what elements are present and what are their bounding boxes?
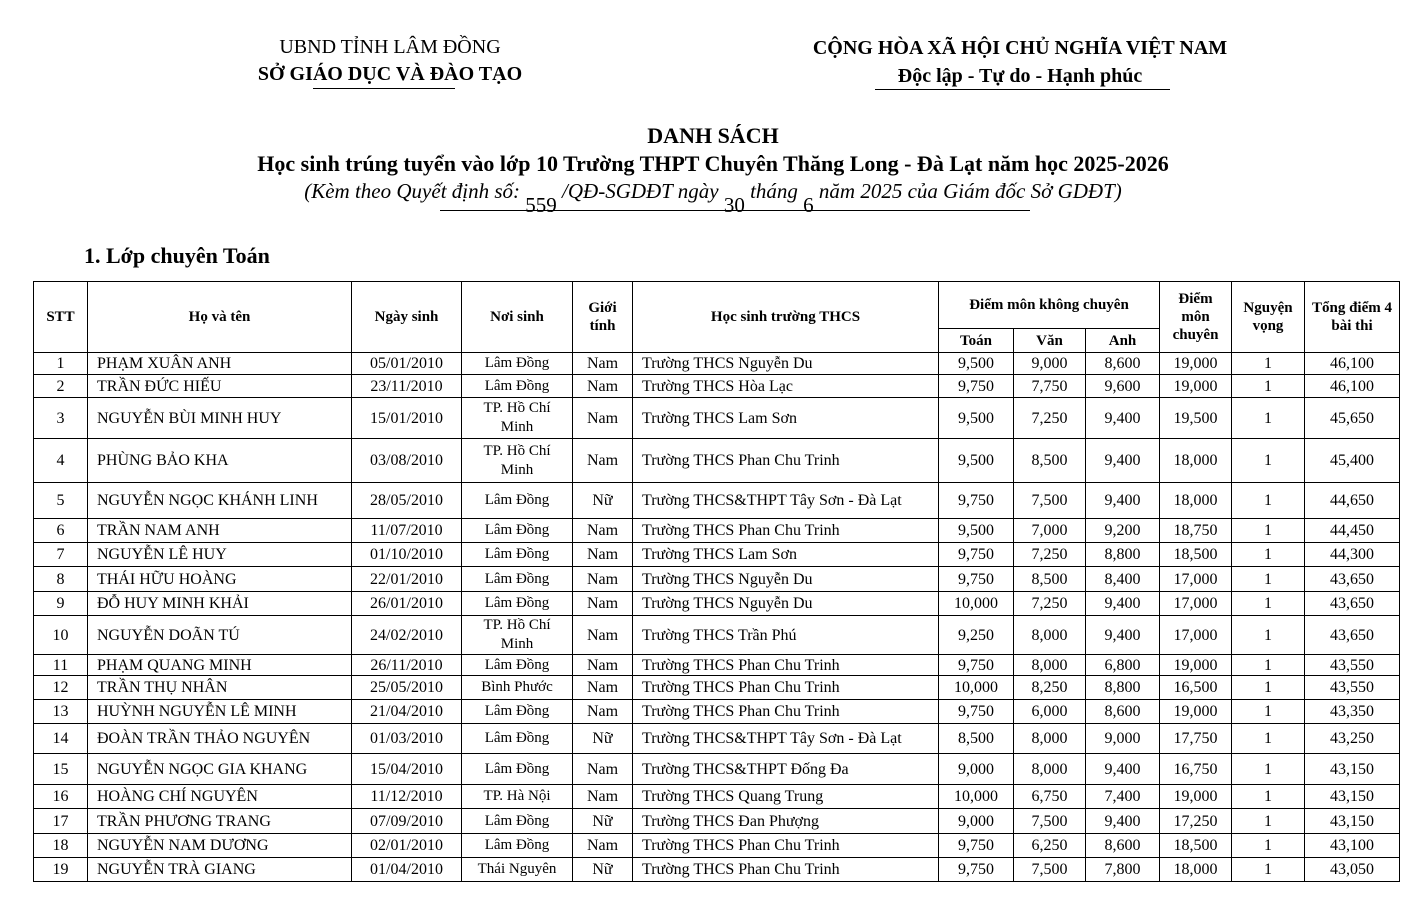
decision-open-paren: ( — [304, 179, 312, 203]
decision-text-3: tháng — [750, 179, 798, 203]
english-score-cell: 8,400 — [1086, 567, 1160, 592]
dob-cell: 26/01/2010 — [352, 592, 462, 616]
english-score-cell: 9,600 — [1086, 375, 1160, 398]
math-score-cell: 9,500 — [939, 398, 1014, 439]
header-total: Tổng điểm 4 bài thi — [1305, 282, 1400, 353]
school-cell: Trường THCS Phan Chu Trinh — [633, 439, 939, 483]
gender-cell: Nam — [573, 616, 633, 655]
place-cell: TP. Hồ Chí Minh — [462, 616, 573, 655]
dob-cell: 25/05/2010 — [352, 676, 462, 700]
literature-score-cell: 8,500 — [1014, 439, 1086, 483]
table-row — [34, 567, 1400, 592]
math-score-cell: 9,250 — [939, 616, 1014, 655]
literature-score-cell: 8,250 — [1014, 676, 1086, 700]
literature-score-cell: 7,500 — [1014, 483, 1086, 519]
major-score-cell: 19,500 — [1160, 398, 1232, 439]
stt-cell: 10 — [34, 616, 88, 655]
literature-score-cell: 8,500 — [1014, 567, 1086, 592]
gender-cell: Nữ — [573, 724, 633, 754]
header-literature: Văn — [1014, 329, 1086, 353]
preference-cell: 1 — [1232, 655, 1305, 676]
gender-cell: Nam — [573, 785, 633, 809]
literature-score-cell: 7,500 — [1014, 858, 1086, 882]
name-cell: TRẦN THỤ NHÂN — [88, 676, 352, 700]
literature-score-cell: 7,750 — [1014, 375, 1086, 398]
preference-cell: 1 — [1232, 809, 1305, 834]
school-cell: Trường THCS Nguyễn Du — [633, 567, 939, 592]
literature-score-cell: 8,000 — [1014, 616, 1086, 655]
english-score-cell: 9,400 — [1086, 398, 1160, 439]
major-score-cell: 18,500 — [1160, 834, 1232, 858]
stt-cell: 2 — [34, 375, 88, 398]
name-cell: TRẦN ĐỨC HIẾU — [88, 375, 352, 398]
english-score-cell: 9,400 — [1086, 483, 1160, 519]
table-row — [34, 724, 1400, 754]
stt-cell: 3 — [34, 398, 88, 439]
total-score-cell: 43,650 — [1305, 616, 1400, 655]
literature-score-cell: 9,000 — [1014, 353, 1086, 375]
table-row — [34, 754, 1400, 785]
name-cell: TRẦN NAM ANH — [88, 519, 352, 543]
major-score-cell: 16,500 — [1160, 676, 1232, 700]
total-score-cell: 43,350 — [1305, 700, 1400, 724]
name-cell: NGUYỄN NGỌC GIA KHANG — [88, 754, 352, 785]
literature-score-cell: 7,500 — [1014, 809, 1086, 834]
preference-cell: 1 — [1232, 700, 1305, 724]
school-cell: Trường THCS Phan Chu Trinh — [633, 519, 939, 543]
table-row — [34, 519, 1400, 543]
major-score-cell: 19,000 — [1160, 700, 1232, 724]
major-score-cell: 19,000 — [1160, 785, 1232, 809]
authority-province: UBND TỈNH LÂM ĐỒNG — [279, 36, 501, 58]
math-score-cell: 9,750 — [939, 858, 1014, 882]
motto-underline — [875, 89, 1170, 90]
name-cell: NGUYỄN TRÀ GIANG — [88, 858, 352, 882]
preference-cell: 1 — [1232, 567, 1305, 592]
total-score-cell: 45,650 — [1305, 398, 1400, 439]
name-cell: PHÙNG BẢO KHA — [88, 439, 352, 483]
literature-score-cell: 6,000 — [1014, 700, 1086, 724]
preference-cell: 1 — [1232, 676, 1305, 700]
table-row — [34, 483, 1400, 519]
motto-text: Độc lập - Tự do - Hạnh phúc — [897, 65, 1143, 87]
school-cell: Trường THCS&THPT Tây Sơn - Đà Lạt — [633, 483, 939, 519]
section-title: 1. Lớp chuyên Toán — [84, 243, 270, 268]
english-score-cell: 6,800 — [1086, 655, 1160, 676]
total-score-cell: 44,300 — [1305, 543, 1400, 567]
place-cell: Lâm Đồng — [462, 375, 573, 398]
english-score-cell: 9,400 — [1086, 439, 1160, 483]
total-score-cell: 45,400 — [1305, 439, 1400, 483]
table-row — [34, 655, 1400, 676]
place-cell: Lâm Đồng — [462, 519, 573, 543]
header-dob: Ngày sinh — [352, 282, 462, 353]
place-cell: Lâm Đồng — [462, 700, 573, 724]
dob-cell: 21/04/2010 — [352, 700, 462, 724]
gender-cell: Nữ — [573, 858, 633, 882]
math-score-cell: 9,750 — [939, 834, 1014, 858]
major-score-cell: 18,750 — [1160, 519, 1232, 543]
gender-cell: Nam — [573, 375, 633, 398]
literature-score-cell: 6,250 — [1014, 834, 1086, 858]
preference-cell: 1 — [1232, 439, 1305, 483]
dob-cell: 24/02/2010 — [352, 616, 462, 655]
total-score-cell: 46,100 — [1305, 375, 1400, 398]
dob-cell: 01/03/2010 — [352, 724, 462, 754]
gender-cell: Nam — [573, 543, 633, 567]
literature-score-cell: 8,000 — [1014, 754, 1086, 785]
school-cell: Trường THCS Đan Phượng — [633, 809, 939, 834]
dob-cell: 11/07/2010 — [352, 519, 462, 543]
stt-cell: 7 — [34, 543, 88, 567]
english-score-cell: 9,400 — [1086, 616, 1160, 655]
place-cell: TP. Hồ Chí Minh — [462, 439, 573, 483]
major-score-cell: 19,000 — [1160, 353, 1232, 375]
school-cell: Trường THCS Lam Sơn — [633, 543, 939, 567]
dob-cell: 02/01/2010 — [352, 834, 462, 858]
name-cell: PHẠM QUANG MINH — [88, 655, 352, 676]
dob-cell: 22/01/2010 — [352, 567, 462, 592]
school-cell: Trường THCS Quang Trung — [633, 785, 939, 809]
english-score-cell: 9,000 — [1086, 724, 1160, 754]
gender-cell: Nam — [573, 519, 633, 543]
header-math: Toán — [939, 329, 1014, 353]
place-cell: TP. Hà Nội — [462, 785, 573, 809]
place-cell: Lâm Đồng — [462, 754, 573, 785]
place-cell: Lâm Đồng — [462, 809, 573, 834]
math-score-cell: 10,000 — [939, 785, 1014, 809]
stt-cell: 18 — [34, 834, 88, 858]
dob-cell: 01/04/2010 — [352, 858, 462, 882]
national-motto — [760, 34, 1280, 90]
preference-cell: 1 — [1232, 543, 1305, 567]
place-cell: Lâm Đồng — [462, 483, 573, 519]
decision-month: 6 — [803, 193, 814, 217]
dob-cell: 28/05/2010 — [352, 483, 462, 519]
name-cell: NGUYỄN BÙI MINH HUY — [88, 398, 352, 439]
table-row — [34, 398, 1400, 439]
table-row — [34, 616, 1400, 655]
major-score-cell: 19,000 — [1160, 375, 1232, 398]
stt-cell: 11 — [34, 655, 88, 676]
decision-close-paren: ) — [1114, 179, 1122, 203]
math-score-cell: 9,500 — [939, 439, 1014, 483]
gender-cell: Nam — [573, 592, 633, 616]
header-major: Điểm môn chuyên — [1160, 282, 1232, 353]
name-cell: ĐỖ HUY MINH KHẢI — [88, 592, 352, 616]
preference-cell: 1 — [1232, 592, 1305, 616]
header-gender: Giới tính — [573, 282, 633, 353]
english-score-cell: 8,600 — [1086, 834, 1160, 858]
school-cell: Trường THCS&THPT Tây Sơn - Đà Lạt — [633, 724, 939, 754]
dob-cell: 01/10/2010 — [352, 543, 462, 567]
math-score-cell: 10,000 — [939, 592, 1014, 616]
dob-cell: 23/11/2010 — [352, 375, 462, 398]
total-score-cell: 43,550 — [1305, 676, 1400, 700]
authority-underline — [313, 88, 455, 89]
dob-cell: 11/12/2010 — [352, 785, 462, 809]
math-score-cell: 9,750 — [939, 483, 1014, 519]
major-score-cell: 17,250 — [1160, 809, 1232, 834]
major-score-cell: 17,000 — [1160, 592, 1232, 616]
math-score-cell: 9,750 — [939, 543, 1014, 567]
math-score-cell: 9,750 — [939, 375, 1014, 398]
decision-text-2: /QĐ-SGDĐT ngày — [562, 179, 719, 203]
school-cell: Trường THCS Hòa Lạc — [633, 375, 939, 398]
math-score-cell: 9,500 — [939, 519, 1014, 543]
total-score-cell: 43,650 — [1305, 592, 1400, 616]
math-score-cell: 8,500 — [939, 724, 1014, 754]
name-cell: TRẦN PHƯƠNG TRANG — [88, 809, 352, 834]
english-score-cell: 9,400 — [1086, 809, 1160, 834]
name-cell: HOÀNG CHÍ NGUYÊN — [88, 785, 352, 809]
table-row — [34, 858, 1400, 882]
total-score-cell: 46,100 — [1305, 353, 1400, 375]
major-score-cell: 18,000 — [1160, 483, 1232, 519]
english-score-cell: 7,800 — [1086, 858, 1160, 882]
country-name: CỘNG HÒA XÃ HỘI CHỦ NGHĨA VIỆT NAM — [812, 37, 1228, 59]
preference-cell: 1 — [1232, 724, 1305, 754]
total-score-cell: 44,650 — [1305, 483, 1400, 519]
total-score-cell: 43,550 — [1305, 655, 1400, 676]
table-row — [34, 592, 1400, 616]
school-cell: Trường THCS Phan Chu Trinh — [633, 676, 939, 700]
dob-cell: 05/01/2010 — [352, 353, 462, 375]
major-score-cell: 16,750 — [1160, 754, 1232, 785]
total-score-cell: 43,150 — [1305, 809, 1400, 834]
school-cell: Trường THCS&THPT Đống Đa — [633, 754, 939, 785]
preference-cell: 1 — [1232, 519, 1305, 543]
place-cell: Lâm Đồng — [462, 592, 573, 616]
header-english: Anh — [1086, 329, 1160, 353]
header-preference: Nguyện vọng — [1232, 282, 1305, 353]
name-cell: NGUYỄN NGỌC KHÁNH LINH — [88, 483, 352, 519]
place-cell: Lâm Đồng — [462, 834, 573, 858]
document-title: DANH SÁCH — [647, 123, 779, 148]
literature-score-cell: 7,250 — [1014, 592, 1086, 616]
decision-underline — [440, 210, 1030, 211]
total-score-cell: 44,450 — [1305, 519, 1400, 543]
major-score-cell: 17,750 — [1160, 724, 1232, 754]
table-row — [34, 785, 1400, 809]
stt-cell: 13 — [34, 700, 88, 724]
gender-cell: Nam — [573, 834, 633, 858]
literature-score-cell: 7,250 — [1014, 398, 1086, 439]
place-cell: Lâm Đồng — [462, 655, 573, 676]
stt-cell: 17 — [34, 809, 88, 834]
name-cell: NGUYỄN NAM DƯƠNG — [88, 834, 352, 858]
school-cell: Trường THCS Nguyễn Du — [633, 592, 939, 616]
table-row — [34, 676, 1400, 700]
name-cell: ĐOÀN TRẦN THẢO NGUYÊN — [88, 724, 352, 754]
literature-score-cell: 6,750 — [1014, 785, 1086, 809]
table-row — [34, 543, 1400, 567]
stt-cell: 4 — [34, 439, 88, 483]
literature-score-cell: 7,000 — [1014, 519, 1086, 543]
math-score-cell: 9,750 — [939, 567, 1014, 592]
preference-cell: 1 — [1232, 353, 1305, 375]
place-cell: Lâm Đồng — [462, 724, 573, 754]
stt-cell: 15 — [34, 754, 88, 785]
stt-cell: 14 — [34, 724, 88, 754]
english-score-cell: 8,800 — [1086, 543, 1160, 567]
place-cell: Bình Phước — [462, 676, 573, 700]
decision-text-4: năm 2025 của Giám đốc Sở GDĐT — [818, 179, 1115, 203]
header-place: Nơi sinh — [462, 282, 573, 353]
preference-cell: 1 — [1232, 858, 1305, 882]
place-cell: Lâm Đồng — [462, 353, 573, 375]
decision-text-1: Kèm theo Quyết định số: — [311, 179, 521, 203]
math-score-cell: 10,000 — [939, 676, 1014, 700]
stt-cell: 5 — [34, 483, 88, 519]
stt-cell: 16 — [34, 785, 88, 809]
decision-number: 559 — [525, 193, 557, 217]
preference-cell: 1 — [1232, 616, 1305, 655]
stt-cell: 19 — [34, 858, 88, 882]
table-row — [34, 375, 1400, 398]
math-score-cell: 9,000 — [939, 754, 1014, 785]
preference-cell: 1 — [1232, 483, 1305, 519]
stt-cell: 9 — [34, 592, 88, 616]
english-score-cell: 8,600 — [1086, 353, 1160, 375]
place-cell: Lâm Đồng — [462, 567, 573, 592]
table-row — [34, 809, 1400, 834]
school-cell: Trường THCS Trần Phú — [633, 616, 939, 655]
gender-cell: Nam — [573, 353, 633, 375]
stt-cell: 12 — [34, 676, 88, 700]
major-score-cell: 17,000 — [1160, 616, 1232, 655]
name-cell: HUỲNH NGUYỄN LÊ MINH — [88, 700, 352, 724]
place-cell: Thái Nguyên — [462, 858, 573, 882]
header-name: Họ và tên — [88, 282, 352, 353]
total-score-cell: 43,100 — [1305, 834, 1400, 858]
school-cell: Trường THCS Lam Sơn — [633, 398, 939, 439]
gender-cell: Nam — [573, 567, 633, 592]
english-score-cell: 8,600 — [1086, 700, 1160, 724]
decision-day: 30 — [723, 193, 745, 217]
place-cell: TP. Hồ Chí Minh — [462, 398, 573, 439]
dob-cell: 15/04/2010 — [352, 754, 462, 785]
english-score-cell: 9,400 — [1086, 754, 1160, 785]
stt-cell: 1 — [34, 353, 88, 375]
major-score-cell: 18,000 — [1160, 858, 1232, 882]
english-score-cell: 7,400 — [1086, 785, 1160, 809]
gender-cell: Nam — [573, 655, 633, 676]
school-cell: Trường THCS Phan Chu Trinh — [633, 834, 939, 858]
english-score-cell: 9,400 — [1086, 592, 1160, 616]
literature-score-cell: 8,000 — [1014, 724, 1086, 754]
name-cell: PHẠM XUÂN ANH — [88, 353, 352, 375]
dob-cell: 15/01/2010 — [352, 398, 462, 439]
english-score-cell: 9,200 — [1086, 519, 1160, 543]
stt-cell: 6 — [34, 519, 88, 543]
table-row — [34, 700, 1400, 724]
preference-cell: 1 — [1232, 834, 1305, 858]
literature-score-cell: 7,250 — [1014, 543, 1086, 567]
preference-cell: 1 — [1232, 754, 1305, 785]
total-score-cell: 43,050 — [1305, 858, 1400, 882]
preference-cell: 1 — [1232, 398, 1305, 439]
dob-cell: 03/08/2010 — [352, 439, 462, 483]
school-cell: Trường THCS Phan Chu Trinh — [633, 655, 939, 676]
name-cell: NGUYỄN LÊ HUY — [88, 543, 352, 567]
math-score-cell: 9,000 — [939, 809, 1014, 834]
table-row — [34, 439, 1400, 483]
school-cell: Trường THCS Phan Chu Trinh — [633, 858, 939, 882]
gender-cell: Nam — [573, 676, 633, 700]
total-score-cell: 43,250 — [1305, 724, 1400, 754]
header-non-major-group: Điểm môn không chuyên — [939, 282, 1160, 329]
admission-table — [33, 281, 1400, 882]
major-score-cell: 17,000 — [1160, 567, 1232, 592]
school-cell: Trường THCS Nguyễn Du — [633, 353, 939, 375]
place-cell: Lâm Đồng — [462, 543, 573, 567]
school-cell: Trường THCS Phan Chu Trinh — [633, 700, 939, 724]
gender-cell: Nam — [573, 754, 633, 785]
table-row — [34, 834, 1400, 858]
dob-cell: 26/11/2010 — [352, 655, 462, 676]
name-cell: NGUYỄN DOÃN TÚ — [88, 616, 352, 655]
major-score-cell: 18,500 — [1160, 543, 1232, 567]
table-body — [34, 353, 1400, 882]
total-score-cell: 43,150 — [1305, 785, 1400, 809]
gender-cell: Nam — [573, 398, 633, 439]
gender-cell: Nữ — [573, 809, 633, 834]
preference-cell: 1 — [1232, 375, 1305, 398]
major-score-cell: 19,000 — [1160, 655, 1232, 676]
math-score-cell: 9,750 — [939, 655, 1014, 676]
gender-cell: Nam — [573, 700, 633, 724]
issuing-authority — [220, 34, 560, 88]
total-score-cell: 43,650 — [1305, 567, 1400, 592]
header-stt: STT — [34, 282, 88, 353]
stt-cell: 8 — [34, 567, 88, 592]
gender-cell: Nữ — [573, 483, 633, 519]
document-subtitle: Học sinh trúng tuyển vào lớp 10 Trường THPT Chuyên Thăng Long - Đà Lạt năm học 2025-2026 — [257, 151, 1169, 176]
header-school: Học sinh trường THCS — [633, 282, 939, 353]
decision-reference — [0, 177, 1426, 217]
table-row — [34, 353, 1400, 375]
literature-score-cell: 8,000 — [1014, 655, 1086, 676]
total-score-cell: 43,150 — [1305, 754, 1400, 785]
math-score-cell: 9,750 — [939, 700, 1014, 724]
math-score-cell: 9,500 — [939, 353, 1014, 375]
dob-cell: 07/09/2010 — [352, 809, 462, 834]
authority-department: SỞ GIÁO DỤC VÀ ĐÀO TẠO — [257, 63, 523, 85]
major-score-cell: 18,000 — [1160, 439, 1232, 483]
name-cell: THÁI HỮU HOÀNG — [88, 567, 352, 592]
preference-cell: 1 — [1232, 785, 1305, 809]
gender-cell: Nam — [573, 439, 633, 483]
english-score-cell: 8,800 — [1086, 676, 1160, 700]
